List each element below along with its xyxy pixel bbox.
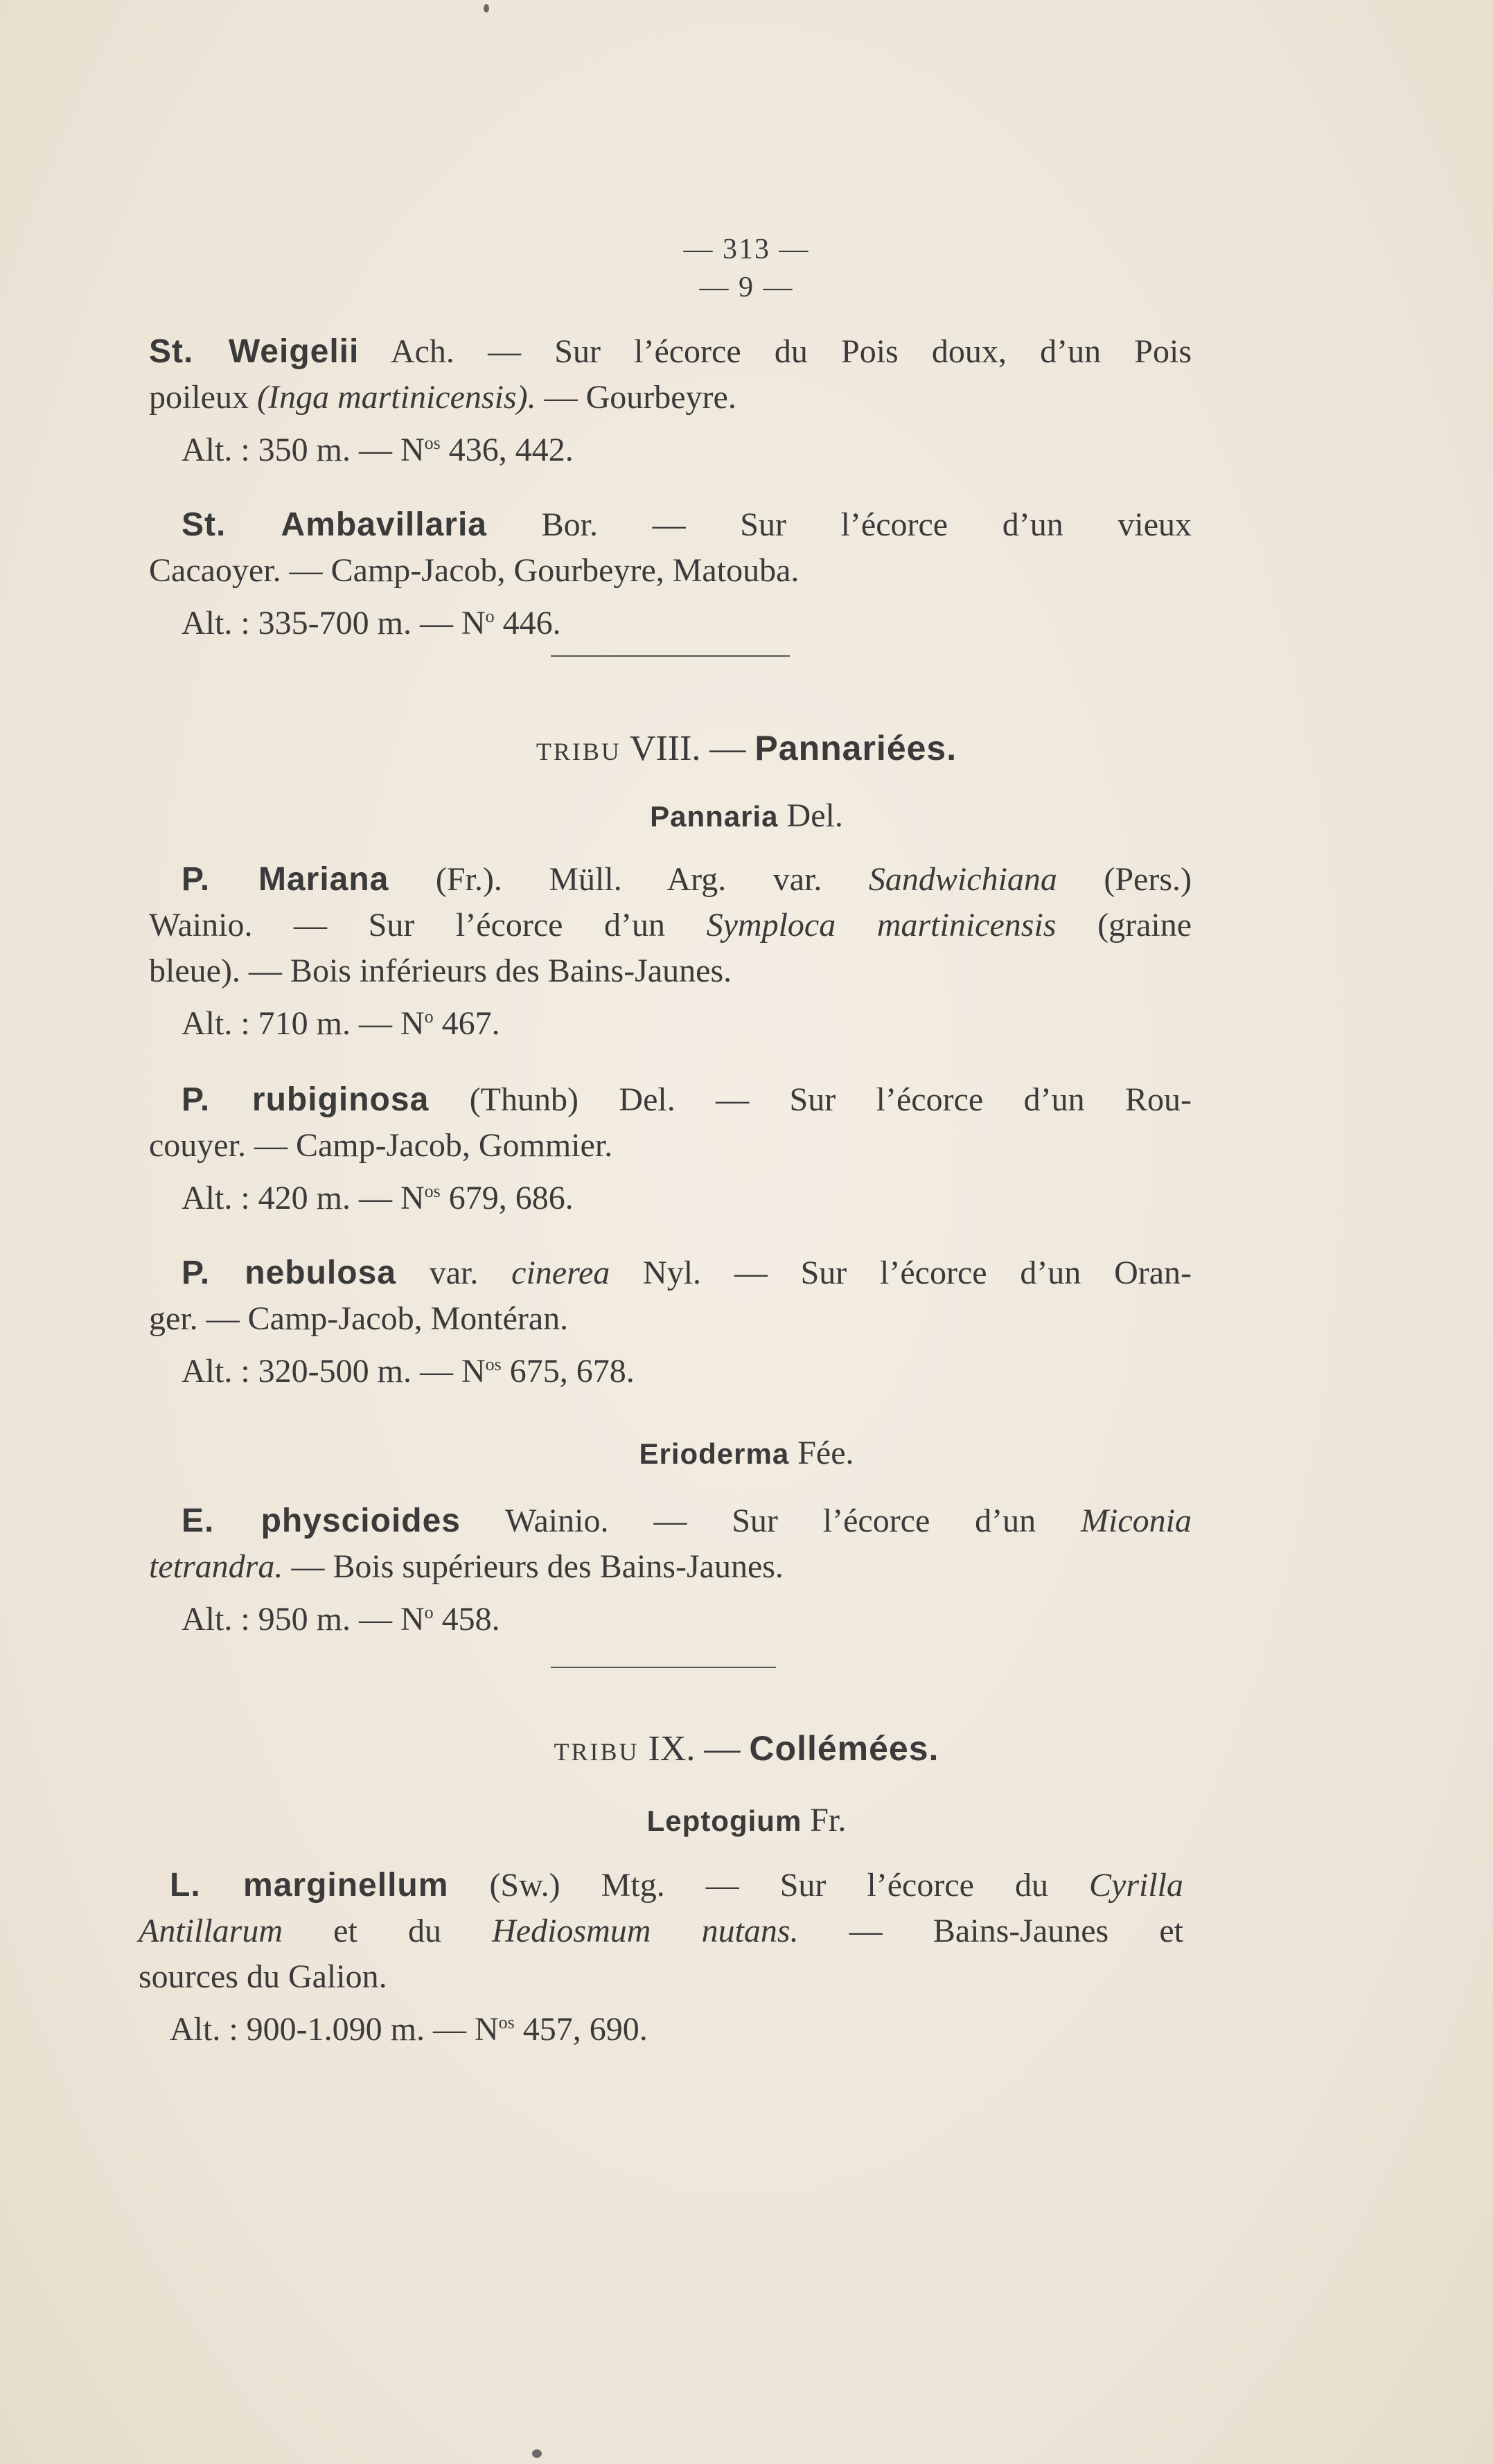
section-divider [551, 1667, 776, 1668]
entry-physcioides-line2: tetrandra. — Bois supérieurs des Bains-Jaunes. [149, 1548, 784, 1585]
entry-rubiginosa-line1: P. rubiginosa (Thunb) Del. — Sur l’écorce d’un Rou- [182, 1081, 1192, 1118]
entry-ambavillaria-line1: St. Ambavillaria Bor. — Sur l’écorce d’un vieux [182, 506, 1192, 543]
tribu-ix-heading: TRIBU IX. — Collémées. [554, 1729, 939, 1769]
ink-speck [484, 4, 489, 12]
taxon-name: P. Mariana [182, 861, 389, 898]
page-number-inner: — 9 — [699, 272, 794, 303]
taxon-name: E. physcioides [182, 1503, 461, 1539]
ink-speck [532, 2449, 542, 2458]
genus-pannaria: Pannaria Del. [650, 797, 843, 834]
genus-erioderma: Erioderma Fée. [639, 1435, 854, 1471]
entry-marginellum-line2: Antillarum et du Hediosmum nutans. — Bains-Jaunes et [139, 1913, 1184, 1949]
entry-physcioides-line1: E. physcioides Wainio. — Sur l’écorce d’un Miconia [182, 1503, 1192, 1539]
entry-ambavillaria-line2: Cacaoyer. — Camp-Jacob, Gourbeyre, Matouba. [149, 552, 799, 589]
entry-physcioides-altitude: Alt. : 950 m. — $N^o$ 458. [182, 1601, 500, 1638]
entry-weigelii-line1: St. Weigelii Ach. — Sur l’écorce du Pois doux, d’un Pois [149, 333, 1192, 370]
entry-weigelii-line2: poileux (Inga martinicensis). — Gourbeyre. [149, 379, 736, 416]
taxon-name: P. nebulosa [182, 1255, 396, 1291]
entry-rubiginosa-altitude: Alt. : 420 m. — $N^{os}$ 679, 686. [182, 1180, 574, 1216]
taxon-name: St. Weigelii [149, 333, 360, 370]
entry-mariana-altitude: Alt. : 710 m. — $N^o$ 467. [182, 1005, 500, 1042]
section-divider [551, 655, 790, 657]
genus-leptogium: Leptogium Fr. [646, 1802, 847, 1838]
entry-rubiginosa-line2: couyer. — Camp-Jacob, Gommier. [149, 1127, 613, 1164]
entry-mariana-line1: P. Mariana (Fr.). Müll. Arg. var. Sandwichiana (Pers.) [182, 861, 1192, 898]
entry-marginellum-line1: L. marginellum (Sw.) Mtg. — Sur l’écorce du Cyrilla [170, 1867, 1184, 1904]
tribu-viii-heading: TRIBU VIII. — Pannariées. [536, 729, 957, 768]
taxon-name: L. marginellum [170, 1867, 449, 1904]
entry-marginellum-altitude: Alt. : 900-1.090 m. — $N^{os}$ 457, 690. [170, 2011, 648, 2048]
taxon-name: St. Ambavillaria [182, 506, 487, 543]
entry-nebulosa-altitude: Alt. : 320-500 m. — $N^{os}$ 675, 678. [182, 1353, 635, 1390]
taxon-name: P. rubiginosa [182, 1081, 430, 1118]
entry-marginellum-line3: sources du Galion. [139, 1958, 387, 1995]
entry-weigelii-altitude: Alt. : 350 m. — $N^{os}$ 436, 442. [182, 432, 574, 468]
entry-ambavillaria-altitude: Alt. : 335-700 m. — $N^o$ 446. [182, 605, 561, 641]
page-number-outer: — 313 — [683, 233, 810, 265]
entry-mariana-line2: Wainio. — Sur l’écorce d’un Symploca martinicensis (graine [149, 907, 1192, 943]
entry-nebulosa-line2: ger. — Camp-Jacob, Montéran. [149, 1300, 569, 1337]
entry-mariana-line3: bleue). — Bois inférieurs des Bains-Jaunes. [149, 952, 732, 989]
entry-nebulosa-line1: P. nebulosa var. cinerea Nyl. — Sur l’écorce d’un Oran- [182, 1255, 1192, 1291]
